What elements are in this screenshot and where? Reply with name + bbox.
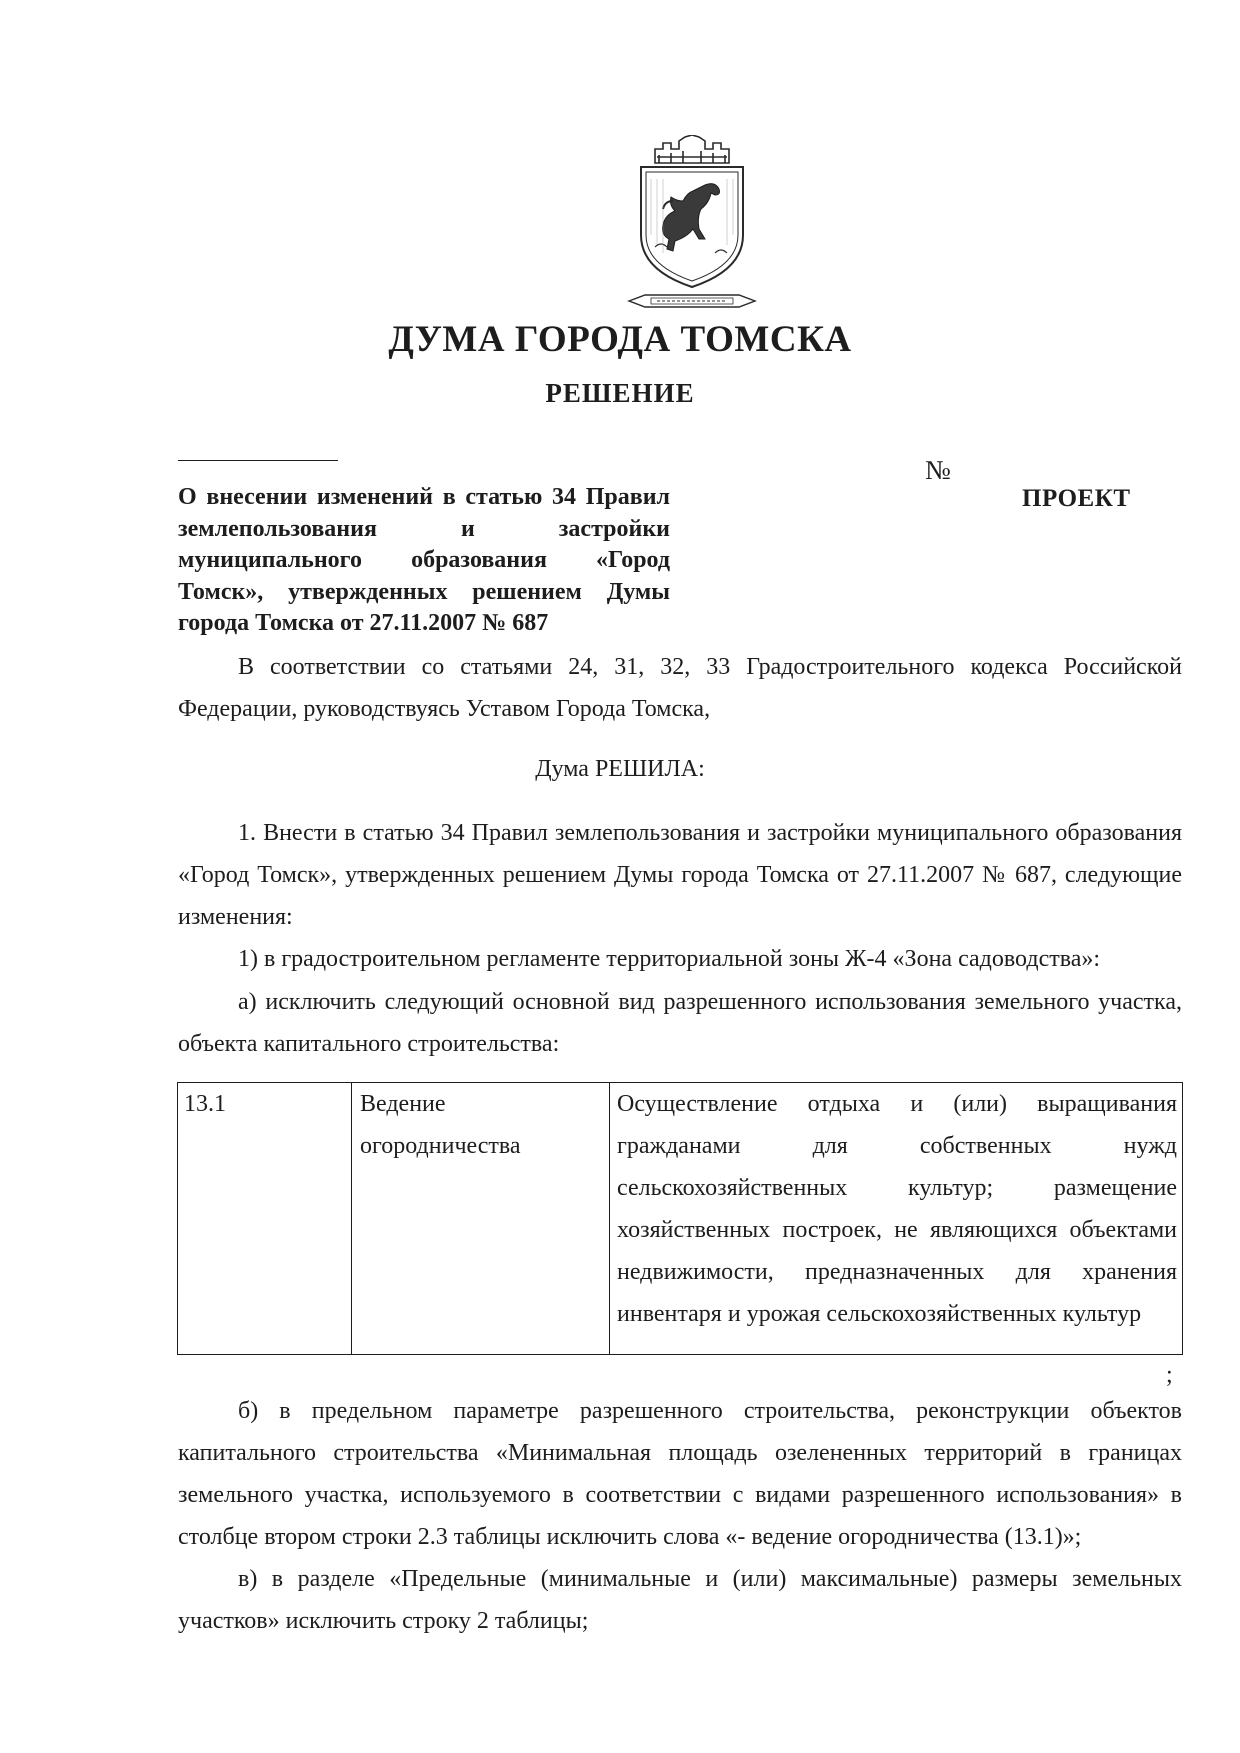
land-use-table [177, 1082, 1183, 1355]
resolution-heading: Дума РЕШИЛА: [535, 756, 705, 782]
subitem-b-paragraph: б) в предельном параметре разрешенного строительства, реконструкции объектов капитального строительства «Минимальная площадь озелененных территорий в границах земельного участка, используемого в соответствии с видами разрешенного использования» в столбце втором строки 2.3 таблицы исключить слова «- ведение огородничества (13.1)»; [178, 1398, 1182, 1550]
tomsk-coat-of-arms-icon [627, 135, 757, 315]
preamble-paragraph: В соответствии со статьями 24, 31, 32, 33 Градостроительного кодекса Российской Федерации, руководствуясь Уставом Города Томска, [178, 654, 1182, 722]
org-title: ДУМА ГОРОДА ТОМСКА [388, 319, 852, 360]
document-number-sign: № [925, 455, 951, 485]
table-row [178, 1083, 1183, 1355]
table-end-punctuation: ; [1166, 1362, 1173, 1388]
date-blank-line [178, 460, 338, 461]
document-subject: О внесении изменений в статью 34 Правил землепользования и застройки муниципального образования «Город Томск», утвержденных решением Думы города Томска от 27.11.2007 № 687 [178, 484, 670, 636]
item-1-paragraph: 1. Внести в статью 34 Правил землепользования и застройки муниципального образования «Город Томск», утвержденных решением Думы города Томска от 27.11.2007 № 687, следующие изменения: [178, 820, 1182, 930]
subitem-v-paragraph: в) в разделе «Предельные (минимальные и (или) максимальные) размеры земельных участков» исключить строку 2 таблицы; [178, 1566, 1182, 1634]
table-cell-code: 13.1 [178, 1083, 352, 1355]
subitem-1-paragraph: 1) в градостроительном регламенте территориальной зоны Ж-4 «Зона садоводства»: [238, 946, 1101, 972]
subitem-a-paragraph: а) исключить следующий основной вид разрешенного использования земельного участка, объекта капитального строительства: [178, 989, 1182, 1057]
document-kind: РЕШЕНИЕ [545, 378, 695, 408]
table-cell-name: Ведение огородничества [352, 1083, 610, 1355]
draft-label: ПРОЕКТ [1022, 485, 1131, 512]
table-cell-description: Осуществление отдыха и (или) выращивания гражданами для собственных нужд сельскохозяйственных культур; размещение хозяйственных построек, не являющихся объектами недвижимости, предназначенных для хранения инвентаря и урожая сельскохозяйственных культур [610, 1083, 1183, 1355]
